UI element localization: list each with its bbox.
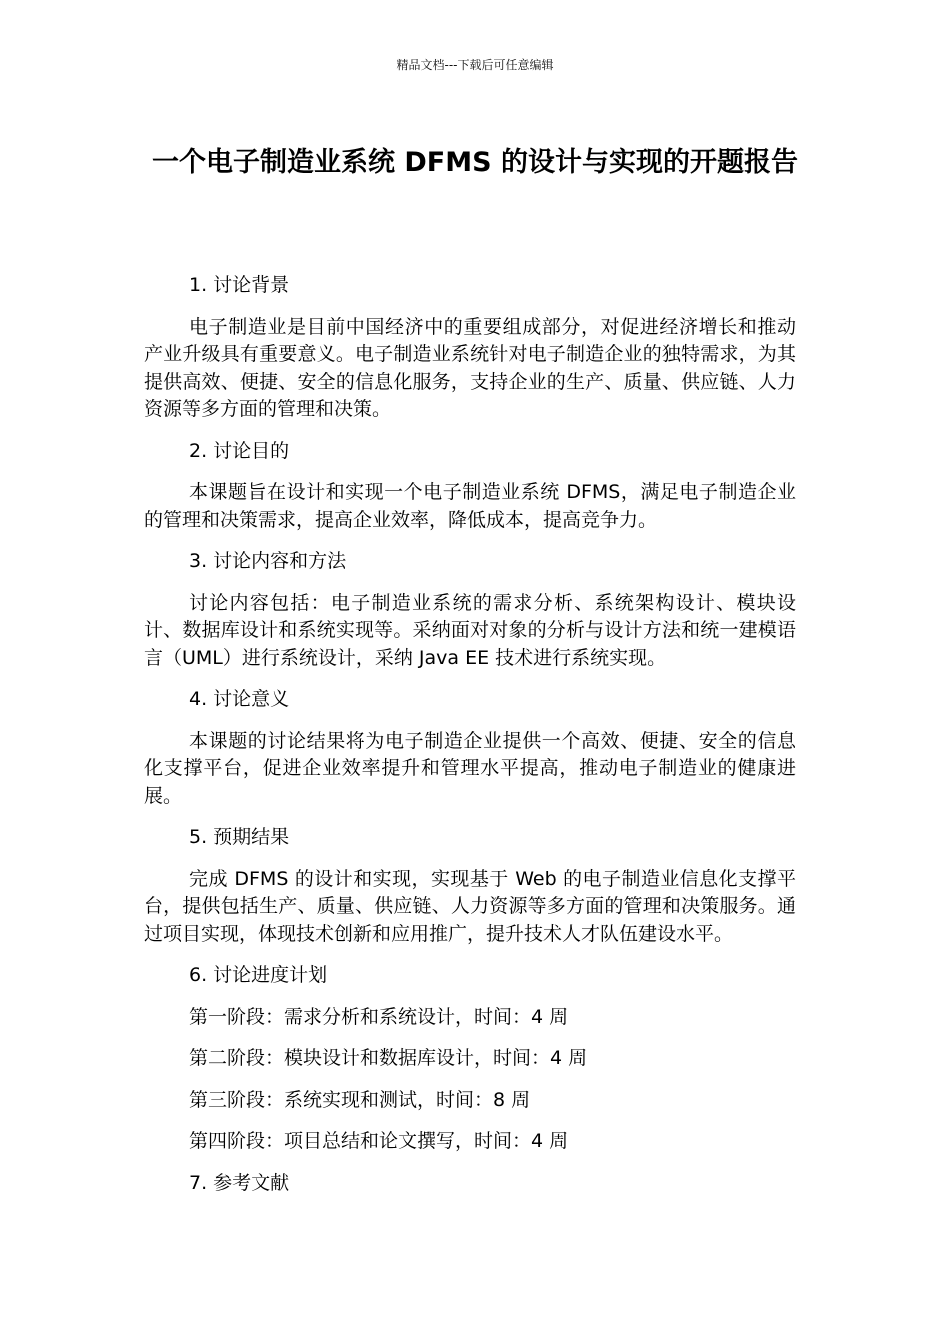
schedule-item: 第二阶段：模块设计和数据库设计，时间：4 周 (189, 1047, 588, 1069)
section-heading: 7. 参考文献 (189, 1171, 290, 1194)
section-content-methods (144, 548, 796, 672)
section-expected-results (144, 824, 796, 948)
section-paragraph: 本课题旨在设计和实现一个电子制造业系统 DFMS，满足电子制造企业的管理和决策需求，提高企业效率，降低成本，提高竞争力。 (144, 481, 796, 531)
section-heading: 1. 讨论背景 (189, 274, 290, 296)
section-purpose (144, 438, 796, 535)
schedule-item: 第一阶段：需求分析和系统设计，时间：4 周 (189, 1005, 569, 1028)
document-title: 一个电子制造业系统 DFMS 的设计与实现的开题报告 (152, 147, 798, 178)
section-background (144, 272, 796, 424)
header-note: 精品文档---下载后可任意编辑 (396, 58, 554, 72)
section-schedule (144, 962, 796, 1156)
section-heading: 6. 讨论进度计划 (189, 964, 328, 986)
schedule-item: 第四阶段：项目总结和论文撰写，时间：4 周 (189, 1130, 569, 1152)
document-body (144, 272, 796, 1211)
section-paragraph: 本课题的讨论结果将为电子制造企业提供一个高效、便捷、安全的信息化支撑平台，促进企业效率提升和管理水平提高，推动电子制造业的健康进展。 (144, 729, 796, 807)
section-heading: 4. 讨论意义 (189, 688, 290, 710)
section-paragraph: 讨论内容包括：电子制造业系统的需求分析、系统架构设计、模块设计、数据库设计和系统实现等。采纳面对对象的分析与设计方法和统一建模语言（UML）进行系统设计，采纳 Java EE 技术进行系统实现。 (144, 591, 796, 669)
section-heading: 5. 预期结果 (189, 826, 290, 848)
section-significance (144, 686, 796, 810)
section-heading: 2. 讨论目的 (189, 439, 290, 462)
section-paragraph: 完成 DFMS 的设计和实现，实现基于 Web 的电子制造业信息化支撑平台，提供包括生产、质量、供应链、人力资源等多方面的管理和决策服务。通过项目实现，体现技术创新和应用推广，提升技术人才队伍建设水平。 (144, 867, 796, 945)
section-heading: 3. 讨论内容和方法 (189, 550, 347, 572)
section-paragraph: 电子制造业是目前中国经济中的重要组成部分，对促进经济增长和推动产业升级具有重要意义。电子制造业系统针对电子制造企业的独特需求，为其提供高效、便捷、安全的信息化服务，支持企业的生产、质量、供应链、人力资源等多方面的管理和决策。 (144, 315, 796, 420)
schedule-item: 第三阶段：系统实现和测试，时间：8 周 (189, 1088, 531, 1111)
section-references (144, 1170, 796, 1198)
